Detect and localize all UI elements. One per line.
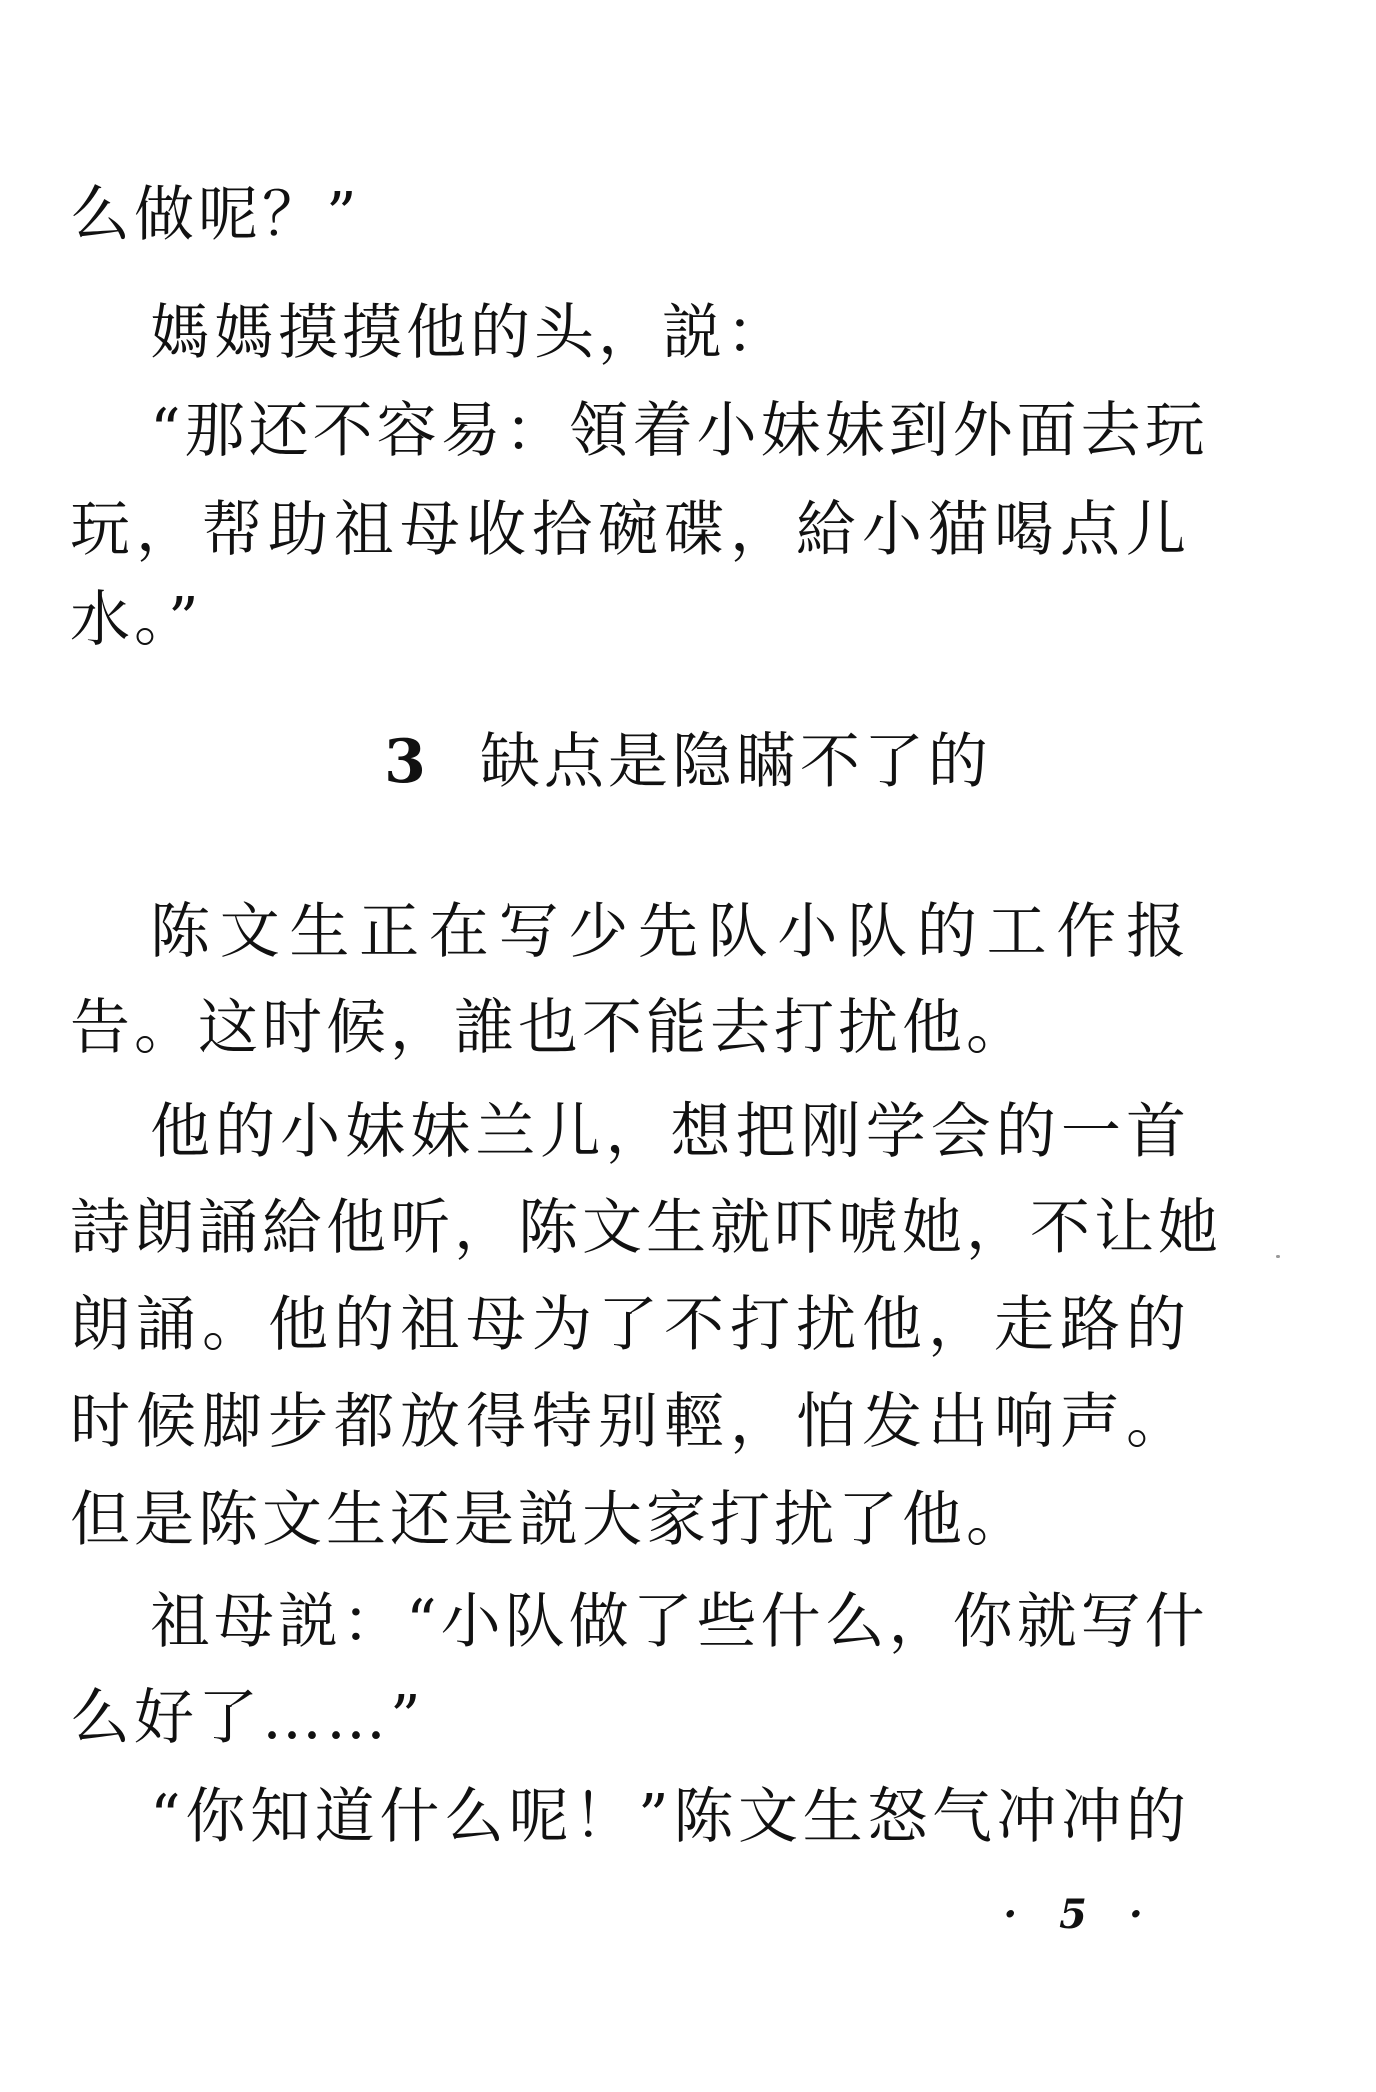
text-line: 但是陈文生还是説大家打扰了他。 xyxy=(70,1485,1030,1555)
text-line: 媽媽摸摸他的头，説： xyxy=(150,298,790,368)
text-line: 陈文生正在写少先队小队的工作报 xyxy=(150,897,1190,967)
section-number: 3 xyxy=(384,727,430,797)
text-line: 么好了……” xyxy=(70,1683,425,1753)
text-line: 么做呢？” xyxy=(70,180,361,250)
section-title: 缺点是隐瞞不了的 xyxy=(479,727,992,797)
text-line: “你知道什么呢！”陈文生怒气冲冲的 xyxy=(150,1782,1190,1852)
text-line: 祖母説：“小队做了些什么，你就写什 xyxy=(150,1587,1209,1657)
text-line: 他的小妹妹兰儿，想把刚学会的一首 xyxy=(150,1097,1190,1167)
text-line: 时候脚步都放得特别輕，怕发出响声。 xyxy=(70,1387,1190,1457)
text-line: 告。这时候，誰也不能去打扰他。 xyxy=(70,993,1030,1063)
page-number: · 5 · xyxy=(1003,1891,1157,1938)
scan-speck xyxy=(1276,1255,1280,1258)
text-line: 詩朗誦給他听，陈文生就吓唬她，不让她 xyxy=(70,1193,1222,1263)
text-line: 朗誦。他的祖母为了不打扰他，走路的 xyxy=(70,1290,1190,1360)
text-line: “那还不容易：領着小妹妹到外面去玩 xyxy=(150,396,1209,466)
text-line: 玩，帮助祖母收拾碗碟，給小猫喝点儿 xyxy=(70,495,1190,565)
text-line: 水。” xyxy=(70,585,203,655)
section-heading xyxy=(0,727,1376,797)
